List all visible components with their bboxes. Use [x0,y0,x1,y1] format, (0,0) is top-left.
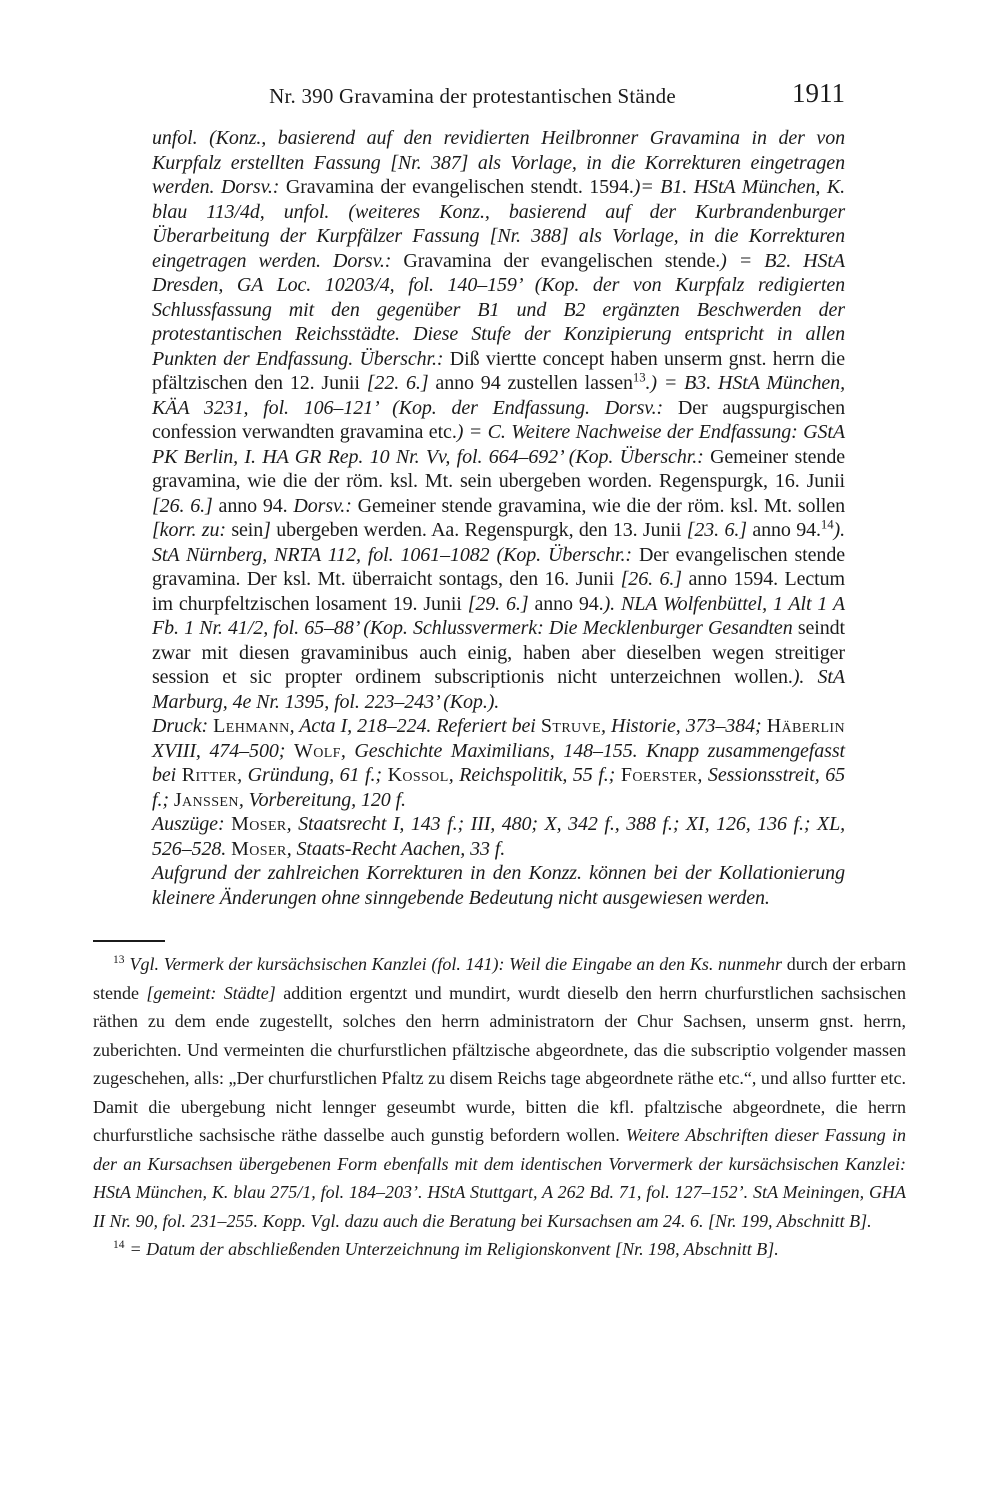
text-run: , Gründung, 61 f.; [237,764,388,786]
text-run: anno 94. [218,494,294,517]
text-run: Diß viertte concept haben unserm gnst. herrn die pfältzischen den 12. Junii [152,347,845,394]
text-run: ). NLA Wolfenbüttel, 1 Alt 1 A Fb. 1 Nr. 41/2, fol. 65–88’ (Kop. Schlussvermerk: Die Mecklenburger Gesandten [152,592,845,639]
text-run: Ritter [181,764,238,786]
text-run: Häberlin [766,715,845,737]
text-run: sein [231,519,264,541]
text-run: ] [263,519,277,541]
text-run: 13 [113,954,125,966]
page-header [152,78,845,114]
text-run: Auszüge: [152,813,232,835]
text-run: [26. 6.] [152,494,219,517]
text-run: Gemeiner stende gravamina, wie die der röm. ksl. Mt. sollen [357,494,846,517]
text-run: seindt zwar mit diesen gravaminibus auch einig, haben aber dieselben wegen streitiger session et sic propter ordinem subscriptionis nicht unterzeichnen wollen. [152,617,845,688]
text-run: Wolf [293,739,341,762]
text-run: unfol. (Konz., basierend auf den revidierten Heilbronner Gravamina in der von Kurpfalz erstellten Fassung [Nr. 387] als Vorlage, in die Korrekturen eingetragen werden. Dorsv.: [152,127,845,198]
text-run: [23. 6.] [686,519,753,541]
text-run: .) = B3. HStA München, KÄA 3231, fol. 106–121’ (Kop. der Endfassung. Dorsv.: [152,372,845,419]
text-run: Moser [231,813,287,835]
text-run: 13 [632,370,646,385]
text-run: ) = C. Weitere Nachweise der Endfassung: GStA PK Berlin, I. HA GR Rep. 10 Nr. Vv, fol. 664–692’ (Kop. Überschr.: [152,421,845,468]
text-run: anno 94. [752,519,821,541]
text-run: , Staats-Recht Aachen, 33 f. [286,837,506,860]
text-run: [26. 6.] [620,568,689,590]
text-run: , Vorbereitung, 120 f. [238,788,406,811]
footnote-14 [93,1235,906,1264]
text-run: , Sessionsstreit, 65 f.; [152,764,846,811]
text-run: Lehmann [213,715,290,737]
text-run: , Acta I, 218–224. Referiert bei [289,715,541,737]
text-run: addition ergentzt und mundirt, wurdt dieselb den herrn churfurstlichen sachsischen räthen zu dem ende zugestellt, solches den herrn administratorn der Chur Sachsen, unserm gnst. herrn, zuberichten. Und vermeinten die churfurstlichen pfältzische abgeordnete, das die subscriptio volgender massen zugeschehen, alls: „Der churfurstlichen Pfaltz zu disem Reichs tage abgeordnete räthe etc.“, und allso furtter etc. Damit die ubergebung nicht lennger geseumbt wurde, bitten die kfl. pfaltzische abgeordnete, die herrn churfurstliche sachsische räthe dasselbe auch gunstig befordern wollen. [93,982,906,1145]
text-run: , Staatsrecht I, 143 f.; III, 480; X, 342 f., 388 f.; XI, 126, 136 f.; XL, 526–528. [152,813,846,860]
footnote-separator-rule [93,940,165,942]
text-run: [korr. zu: [152,519,232,541]
text-run: ) = B2. HStA Dresden, GA Loc. 10203/4, fol. 140–159’ (Kop. der von Kurpfalz redigierten Schlussfassung mit den gegenüber B1 und B2 ergänzten Beschwerden der protestantischen Reichsstädte. Diese Stufe der Konzipierung entspricht in allen Punkten der Endfassung. Überschr.: [152,249,845,370]
text-run: Aufgrund der zahlreichen Korrekturen in den Konzz. können bei der Kollationierung kleinere Änderungen ohne sinngebende Bedeutung nicht ausgewiesen werden. [152,862,845,909]
text-run: ). StA Marburg, 4e Nr. 1395, fol. 223–243’ (Kop.). [152,666,846,713]
paragraph-archival-sources [152,126,845,714]
footnotes-section [93,940,906,1264]
text-run: ubergeben werden. Aa. Regenspurgk, den 13. Junii [276,519,687,541]
book-page [0,78,1004,1502]
text-run: anno 94. [534,592,604,615]
paragraph-kollations-hinweis [152,861,845,910]
text-run: Struve [540,715,602,737]
text-run: Der evangelischen stende gravamina. Der ksl. Mt. überraicht sontags, den 16. Junii [152,543,845,590]
text-run: Gravamina der evangelischen stende. [403,249,721,272]
text-run: Gravamina der evangelischen stendt. 1594. [285,176,634,198]
text-run: anno 1594. Lectum im churpfeltzischen losament 19. Junii [152,568,845,615]
text-run: )= B1. HStA München, K. blau 113/4d, unfol. (weiteres Konz., basierend auf der Kurbrandenburger Überarbeitung der Kurpfälzer Fassung [Nr. 388] als Vorlage, in die Korrekturen eingetragen werden. Dorsv.: [152,176,845,272]
text-run: ). StA Nürnberg, NRTA 112, fol. 1061–1082 (Kop. Überschr.: [152,519,845,566]
text-run: Weitere Abschriften dieser Fassung in der an Kursachsen übergebenen Form ebenfalls mit dem identischen Vorvermerk der kursächsischen Kanzlei: HStA München, K. blau 275/1, fol. 184–203’. HStA Stuttgart, A 262 Bd. 71, fol. 127–152’. StA Meiningen, GHA II Nr. 90, fol. 231–255. Kopp. Vgl. dazu auch die Beratung bei Kursachsen am 24. 6. [Nr. 199, Abschnitt B]. [93,1125,906,1231]
text-run: Kossol [387,764,449,786]
text-run: = Datum der abschließenden Unterzeichnung im Religionskonvent [Nr. 198, Abschnitt B]. [129,1239,779,1259]
text-run: Gemeiner stende gravamina, wie die der röm. ksl. Mt. sein ubergeben worden. Regenspurgk, 16. Junii [152,445,845,492]
paragraph-auszuege [152,812,845,861]
text-run: [gemeint: Städte] [146,982,284,1003]
text-run: [22. 6.] [366,372,436,394]
text-run: 14 [820,517,834,532]
text-run: Moser [231,837,287,860]
text-run: , Historie, 373–384; [601,715,767,737]
text-run: Vgl. Vermerk der kursächsischen Kanzlei (fol. 141): Weil die Eingabe an den Ks. nunmehr [129,954,787,974]
text-run: XVIII, 474–500; [152,739,294,762]
text-run: Janssen [173,788,239,811]
text-run: [29. 6.] [467,592,535,615]
text-run: , Reichspolitik, 55 f.; [448,764,621,786]
running-head-title: Nr. 390 Gravamina der protestantischen Stände [269,84,676,108]
main-text-block [152,126,845,910]
text-run: 14 [113,1239,125,1251]
text-run: Druck: [152,715,214,737]
text-run: Der augspurgischen confession verwandten gravamina etc. [152,396,845,443]
footnote-13 [93,950,906,1235]
page-number: 1911 [792,78,845,108]
text-run: , Geschichte Maximilians, 148–155. Knapp zusammengefasst bei [152,739,845,786]
text-run: durch der erbarn stende [93,954,907,1003]
paragraph-druck [152,714,845,812]
text-run: Dorsv.: [293,494,358,517]
text-run: Foerster [620,764,698,786]
text-run: anno 94 zustellen lassen [435,372,633,394]
